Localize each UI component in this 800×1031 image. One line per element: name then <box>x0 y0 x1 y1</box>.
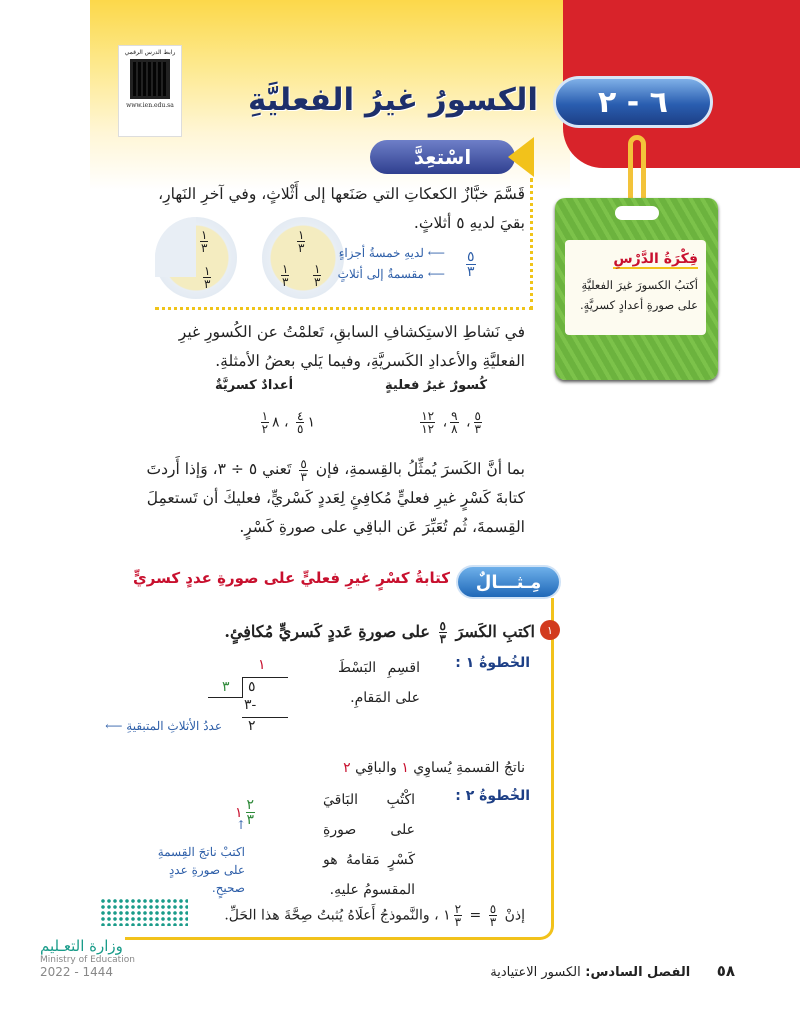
frac-n: ١ <box>261 409 269 423</box>
example-question <box>224 620 535 645</box>
explain-before: بما أنَّ الكَسرَ يُمثِّلُ بالقِسمةِ، فإن <box>315 460 525 478</box>
frac-d: ٣ <box>201 241 208 255</box>
subtract: ٣- <box>244 697 257 713</box>
chapter-title: الكسور الاعتيادية <box>490 965 581 980</box>
frac-n: ١ <box>201 228 208 242</box>
step1-text: اقسِمِ البَسْطَ على المَقامِ. <box>338 660 420 706</box>
remainder: ٢ <box>248 718 256 734</box>
frac-d: ٣ <box>489 915 497 929</box>
frac-n: ٥ <box>474 409 481 423</box>
whole: ٨ <box>272 414 280 431</box>
step2-text: اكْتُبِ البَاقيَ على صورةِ كَسْرٍ مَقامهُ هو المقسومُ عليهِ. <box>323 792 415 898</box>
frac-n: ٥ <box>467 249 475 265</box>
frac-n: ٥ <box>439 619 446 633</box>
result-quotient: ١ <box>401 760 409 776</box>
qr-link[interactable] <box>118 45 182 137</box>
separator: ، <box>442 414 448 431</box>
arrow-up-icon: ↑ <box>236 818 247 832</box>
divider <box>155 307 533 310</box>
mixed-examples <box>205 410 315 435</box>
frac-n: ١ <box>204 264 211 278</box>
divisor: ٣ <box>222 679 230 695</box>
explanation-text <box>140 455 525 542</box>
lesson-number: ٦ - ٢ <box>553 76 713 128</box>
step1-label: الخُطوةُ ١ : <box>455 655 530 671</box>
frac-d: ٣ <box>298 241 305 255</box>
vision-2030-logo <box>100 898 188 926</box>
question-before: اكتبِ الكَسرَ <box>455 622 535 641</box>
ministry-year: 2022 - 1444 <box>40 965 114 979</box>
equals: = <box>469 907 482 924</box>
frac-n: ٩ <box>451 409 458 423</box>
frac-d: ٣ <box>474 422 481 436</box>
example-label: مِـثـــالٌ <box>456 565 561 599</box>
frac-d: ٣ <box>314 275 321 289</box>
page-footer <box>490 962 735 980</box>
whole: ١ <box>307 414 315 431</box>
get-ready-label: اسْتعِدَّ <box>370 140 515 174</box>
arrow-icon: ⟵ <box>427 246 445 260</box>
note-numerator: لديهِ خمسةُ أجزاءٍ <box>338 246 424 260</box>
triangle-icon <box>508 137 534 177</box>
frac-d: ٣ <box>454 915 462 929</box>
conclusion-before: إذنْ <box>504 907 525 924</box>
ministry-en: Ministry of Education <box>40 955 135 965</box>
mixed-header: أعدادٌ كسريَّةٌ <box>215 378 294 393</box>
frac-d: ٨ <box>451 422 458 436</box>
frac-d: ١٢ <box>421 422 435 436</box>
frac-n: ١ <box>282 262 289 276</box>
frac-d: ٣ <box>300 469 307 484</box>
frac-n: ١ <box>298 228 305 242</box>
whole: ١ <box>235 804 243 821</box>
lesson-idea-text: أكتبُ الكسورَ غيرَ الفعليَّةِ على صورةِ أعدادٍ كسريَّةٍ. <box>579 278 698 312</box>
example-number: ١ <box>540 620 560 640</box>
arrow-icon: ⟵ <box>427 267 445 281</box>
note-denominator: مقسمةٌ إلى أثلاثٍ <box>337 267 424 281</box>
result-before: ناتجُ القسمةِ يُساوِي <box>413 760 525 776</box>
improper-header: كُسورٌ غيرُ فعليةٍ <box>385 378 488 393</box>
cookie-image-partial <box>155 217 237 299</box>
chapter-label: الفصل السادس: <box>585 965 691 980</box>
frac-n: ٢ <box>246 797 255 813</box>
whole: ١ <box>443 907 451 924</box>
qr-url[interactable]: www.ien.edu.sa <box>126 102 174 109</box>
quotient: ١ <box>258 657 266 673</box>
frac-n: ١ <box>314 262 321 276</box>
ready-text: قَسَّمَ خبَّازٌ الكعكاتِ التي صَنَعها إلى أَثْلاثٍ، وفي آخرِ النَهارِ، بقيَ لديهِ ٥ أثلاثٍ. <box>158 185 525 232</box>
frac-d: ٣ <box>246 812 255 828</box>
qr-code-icon[interactable] <box>130 59 170 99</box>
fraction-five-thirds <box>466 250 476 279</box>
separator: ، <box>466 414 471 431</box>
ministry-logo <box>40 937 135 979</box>
frac-n: ١٢ <box>421 409 435 423</box>
frac-n: ٥ <box>300 456 307 471</box>
frac-d: ٢ <box>261 422 269 436</box>
lesson-idea-box <box>565 240 706 335</box>
remainder-note: عددُ الأثلاثِ المتبقيةِ ⟵ <box>105 719 222 733</box>
conclusion <box>224 903 525 928</box>
page-number: ٥٨ <box>716 962 735 980</box>
ministry-ar: وزارة التعـليم <box>40 937 123 955</box>
frac-n: ٤ <box>297 409 304 423</box>
improper-examples <box>375 410 485 435</box>
qr-caption: رابط الدرس الرقمي <box>124 49 176 56</box>
frac-d: ٥ <box>297 422 304 436</box>
frac-d: ٣ <box>439 632 446 646</box>
cookie-image-full <box>262 217 344 299</box>
separator: ، <box>284 414 289 431</box>
step2-label: الخُطوةُ ٢ : <box>455 788 530 804</box>
frac-d: ٣ <box>467 264 475 280</box>
explain-after: تَعني ٥ ÷ ٣، وَإذا أَردتَ كتابةَ كَسْرٍ غيرِ فعليٍّ مُكافِئٍ لِعَددٍ كَسْريٍّ، فعليكَ أن تَستعمِلَ القِسمةَ، ثُم تُعَبِّرَ عَن الباقِي على صورةِ كَسْرٍ. <box>146 460 525 536</box>
frac-d: ٣ <box>282 275 289 289</box>
fraction-notes <box>338 243 445 285</box>
frac-n: ٢ <box>454 902 462 916</box>
result-remainder: ٢ <box>343 760 351 776</box>
question-after: على صورةِ عَددٍ كَسريٍّ مُكافِئٍ. <box>224 622 430 641</box>
dividend: ٥ <box>248 679 256 695</box>
frac-n: ٥ <box>489 902 497 916</box>
example-title: كتابةُ كسْرٍ غيرِ فعليٍّ على صورةِ عددٍ كسريٍّ <box>133 569 450 587</box>
frac-d: ٣ <box>204 277 211 291</box>
page-title: الكسورُ غيرُ الفعليَّةِ <box>247 82 538 118</box>
lesson-idea-title: فِكْرَةُ الدَّرْسِ <box>613 251 698 267</box>
conclusion-after: ، والنَّموذجُ أَعلَاهُ يُثبتُ صِحَّةَ هذا الحَلِّ. <box>224 907 439 924</box>
divider <box>530 178 533 310</box>
result-text <box>343 760 525 776</box>
card-hole <box>615 206 659 220</box>
whole-note: اكتبْ ناتجَ القِسمةِ على صورةِ عددٍ صحيحٍ. <box>157 845 245 895</box>
result-mid: والباقِي <box>355 760 397 776</box>
intro-text: في نَشاطِ الاستِكشافِ السابقِ، تَعلمْتُ عن الكُسورِ غيرِ الفعليَّةِ والأعدادِ الكَسريَّةِ، وفيما يَلي بعضُ الأمثلةِ. <box>178 323 525 370</box>
